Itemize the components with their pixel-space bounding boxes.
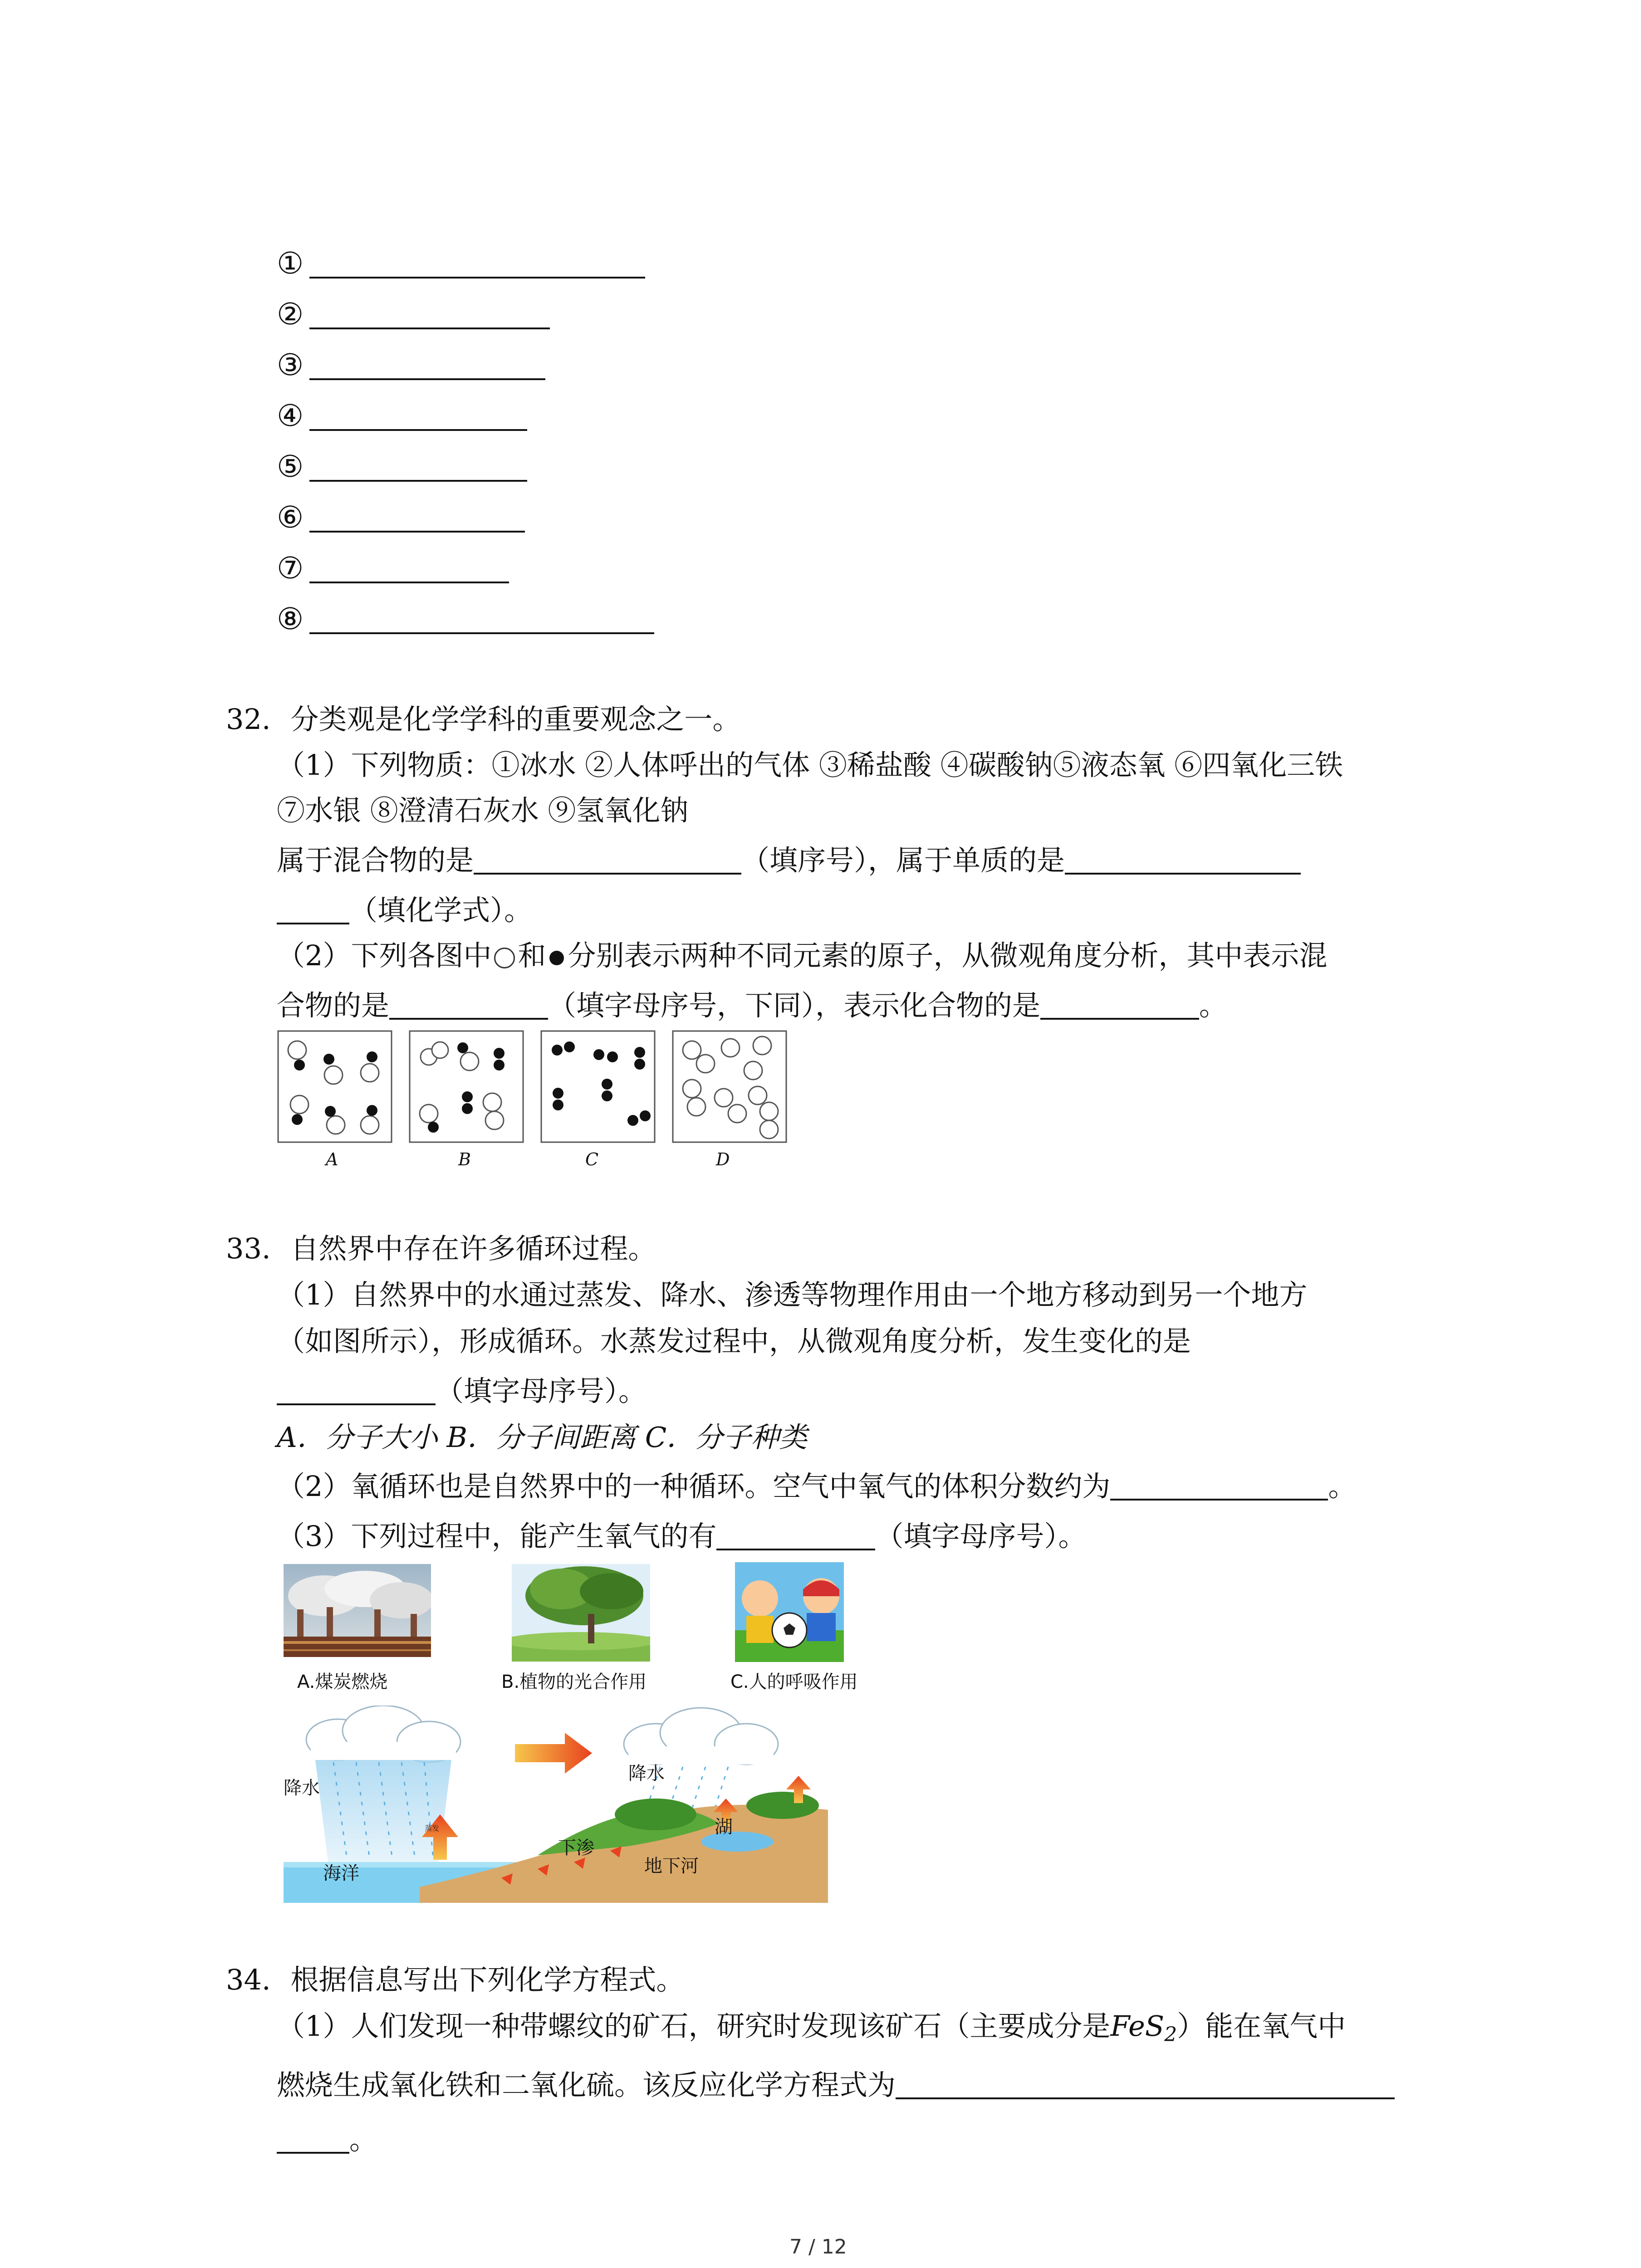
mixture-diagram-blank[interactable] <box>389 992 548 1020</box>
right-cloud <box>624 1708 778 1765</box>
blank-item-3 <box>277 347 545 382</box>
formula-subscript: 2 <box>1164 2023 1177 2046</box>
photo-caption-a: A.煤炭燃烧 <box>297 1672 388 1692</box>
answer-blank[interactable] <box>309 455 527 482</box>
q32-p1-line1: （1）下列物质：①冰水 ②人体呼出的气体 ③稀盐酸 ④碳酸钠⑤液态氧 ⑥四氧化三铁 <box>277 748 1343 782</box>
oxygen-fraction-blank[interactable] <box>1110 1473 1328 1501</box>
label-evaporation: 蒸发 <box>425 1824 440 1833</box>
diagram-b-atoms <box>420 1042 505 1133</box>
q32-text: 属于混合物的是 <box>277 844 474 877</box>
q34-text: 燃烧生成氧化铁和二氧化硫。该反应化学方程式为 <box>277 2068 896 2102</box>
q33-text: （3）下列过程中，能产生氧气的有 <box>277 1520 717 1553</box>
q32-text: （填序号），属于单质的是 <box>741 844 1065 877</box>
answer-blank[interactable] <box>309 251 645 279</box>
q34-p1-line3 <box>277 2123 378 2156</box>
answer-blank[interactable] <box>309 607 654 634</box>
blank-item-6 <box>277 500 525 535</box>
item-number: ⑥ <box>277 500 304 535</box>
q34-p1-line2 <box>277 2068 1395 2102</box>
equation-answer-blank-cont[interactable] <box>277 2126 349 2154</box>
item-number: ⑤ <box>277 449 304 484</box>
q32-p1-line2: ⑦水银 ⑧澄清石灰水 ⑨氢氧化钠 <box>277 794 689 827</box>
element-answer-blank[interactable] <box>1065 847 1301 875</box>
water-cycle-diagram <box>284 1706 828 1903</box>
q32-heading <box>226 703 741 736</box>
compound-diagram-blank[interactable] <box>1040 992 1199 1020</box>
q32-text: （填字母序号，下同），表示化合物的是 <box>548 989 1041 1022</box>
q32-text: 。 <box>1199 989 1228 1022</box>
answer-blank[interactable] <box>309 556 509 583</box>
question-title: 根据信息写出下列化学方程式。 <box>290 1963 685 1996</box>
answer-blank[interactable] <box>309 505 525 533</box>
box-label-c: C <box>585 1149 599 1169</box>
q33-options: A．分子大小 B．分子间距离 C．分子种类 <box>277 1421 808 1454</box>
q34-text: 。 <box>349 2123 378 2156</box>
photo-caption-b: B.植物的光合作用 <box>501 1672 647 1692</box>
blank-item-7 <box>277 551 509 586</box>
blank-item-8 <box>277 601 654 636</box>
label-lake: 湖 <box>715 1817 733 1838</box>
q34-heading <box>226 1963 685 1996</box>
molecule-diagrams <box>277 1030 789 1179</box>
box-label-a: A <box>326 1149 338 1169</box>
q33-p2 <box>277 1472 1356 1501</box>
q32-p1-line3 <box>277 846 1301 875</box>
photo-caption-c: C.人的呼吸作用 <box>730 1672 858 1692</box>
q33-text: （2）氧循环也是自然界中的一种循环。空气中氧气的体积分数约为 <box>277 1470 1111 1503</box>
blank-item-1 <box>277 246 645 281</box>
q34-p1-line1 <box>277 2009 1346 2046</box>
diagram-a-atoms <box>288 1041 379 1134</box>
blank-item-2 <box>277 297 550 332</box>
item-number: ④ <box>277 398 304 433</box>
formula-main: FeS <box>1110 2009 1165 2043</box>
equation-answer-blank[interactable] <box>896 2072 1395 2099</box>
left-cloud <box>306 1706 460 1762</box>
q34-text: ）能在氧气中 <box>1177 2009 1346 2043</box>
q32-p1-line4 <box>277 894 533 927</box>
label-rain-right: 降水 <box>628 1763 665 1784</box>
diagram-c-atoms <box>552 1041 651 1126</box>
q33-p1-line1: （1）自然界中的水通过蒸发、降水、渗透等物理作用由一个地方移动到另一个地方 <box>277 1278 1308 1311</box>
hollow-atom-icon <box>494 948 515 968</box>
question-title: 分类观是化学学科的重要观念之一。 <box>290 703 741 736</box>
q33-p1-line2: （如图所示），形成循环。水蒸发过程中，从微观角度分析，发生变化的是 <box>277 1325 1191 1358</box>
answer-blank[interactable] <box>309 302 550 329</box>
coal-burning-photo <box>284 1564 431 1657</box>
q33-p1-line3 <box>277 1374 647 1408</box>
blank-item-5 <box>277 449 527 484</box>
question-number: 33. <box>226 1232 271 1265</box>
q33-heading <box>226 1232 656 1265</box>
diagram-d-atoms <box>683 1036 778 1139</box>
label-underground-river: 地下河 <box>644 1856 699 1877</box>
q33-text: （填字母序号）。 <box>436 1374 647 1408</box>
label-ocean: 海洋 <box>323 1863 359 1884</box>
q33-text: （填字母序号）。 <box>875 1520 1087 1553</box>
q34-text: （1）人们发现一种带螺纹的矿石，研究时发现该矿石（主要成分是 <box>277 2009 1111 2043</box>
q32-text: 分别表示两种不同元素的原子，从微观角度分析，其中表示混 <box>568 939 1327 972</box>
label-rain-left: 降水 <box>284 1778 320 1799</box>
question-number: 32. <box>226 703 271 736</box>
formula-answer-blank[interactable] <box>277 897 349 924</box>
q32-p2-line2 <box>277 989 1228 1022</box>
tree-photo <box>512 1564 650 1662</box>
q32-text: 和 <box>518 939 546 972</box>
oxygen-process-blank[interactable] <box>716 1523 875 1550</box>
label-seepage: 下渗 <box>558 1838 594 1858</box>
q32-text: （填化学式）。 <box>349 894 533 927</box>
box-label-d: D <box>716 1149 730 1169</box>
formula <box>1110 2009 1177 2046</box>
answer-blank[interactable] <box>309 353 545 380</box>
q33-text: 。 <box>1328 1470 1357 1503</box>
q32-text: 合物的是 <box>277 989 390 1022</box>
solid-atom-icon <box>549 951 564 965</box>
item-number: ① <box>277 246 304 281</box>
kids-playing-photo <box>735 1562 844 1662</box>
question-number: 34. <box>226 1963 271 1996</box>
blank-item-4 <box>277 398 527 433</box>
page-number: 7 / 12 <box>789 2235 847 2258</box>
item-number: ⑦ <box>277 551 304 586</box>
q32-p2-line1 <box>277 939 1327 972</box>
evaporation-answer-blank[interactable] <box>277 1378 436 1405</box>
answer-blank[interactable] <box>309 404 527 431</box>
q33-p3 <box>277 1520 1087 1553</box>
item-number: ⑧ <box>277 601 304 636</box>
mixture-answer-blank[interactable] <box>474 847 741 875</box>
item-number: ② <box>277 297 304 332</box>
question-title: 自然界中存在许多循环过程。 <box>290 1232 656 1265</box>
box-label-b: B <box>458 1149 471 1169</box>
item-number: ③ <box>277 347 304 382</box>
q32-text: （2）下列各图中 <box>277 939 492 972</box>
